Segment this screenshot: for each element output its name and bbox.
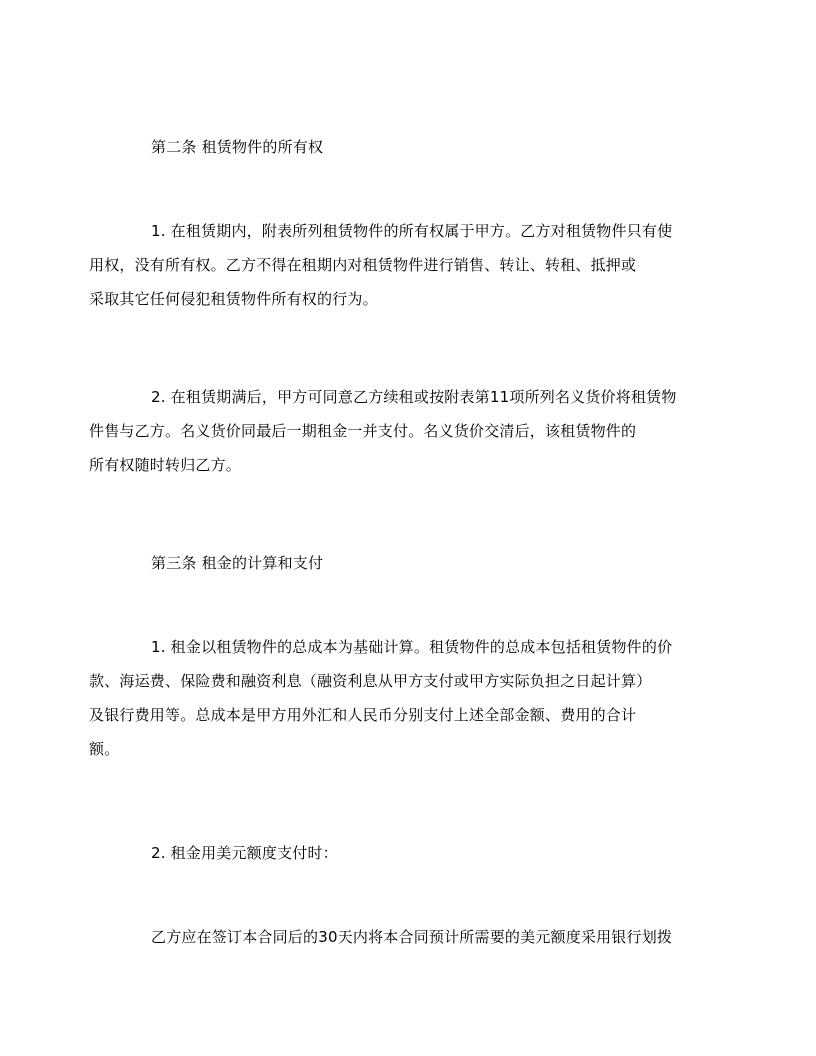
article-2-paragraph-1: 1. 在租赁期内，附表所列租赁物件的所有权属于甲方。乙方对租赁物件只有使 用权，没有所有权。乙方不得在租期内对租赁物件进行销售、转让、转租、抵押或 采取其它任何侵犯租赁物件所有权的行为。 <box>89 222 673 308</box>
article-3-paragraph-3: 乙方应在签订本合同后的30天内将本合同预计所需要的美元额度采用银行划拨 <box>151 928 673 946</box>
article-2-paragraph-2: 2. 在租赁期满后，甲方可同意乙方续租或按附表第11项所列名义货价将租赁物 件售与乙方。名义货价同最后一期租金一并支付。名义货价交清后，该租赁物件的 所有权随时转归乙方。 <box>89 388 677 474</box>
article-3-heading: 第三条 租金的计算和支付 <box>151 554 324 572</box>
article-3-paragraph-1: 1. 租金以租赁物件的总成本为基础计算。租赁物件的总成本包括租赁物件的价 款、海运费、保险费和融资利息（融资利息从甲方支付或甲方实际负担之日起计算） 及银行费用等。总成本是甲方用外汇和人民币分别支付上述全部金额、费用的合计 额。 <box>89 638 673 758</box>
article-2-heading: 第二条 租赁物件的所有权 <box>151 138 324 156</box>
article-3-paragraph-2: 2. 租金用美元额度支付时： <box>151 844 338 862</box>
